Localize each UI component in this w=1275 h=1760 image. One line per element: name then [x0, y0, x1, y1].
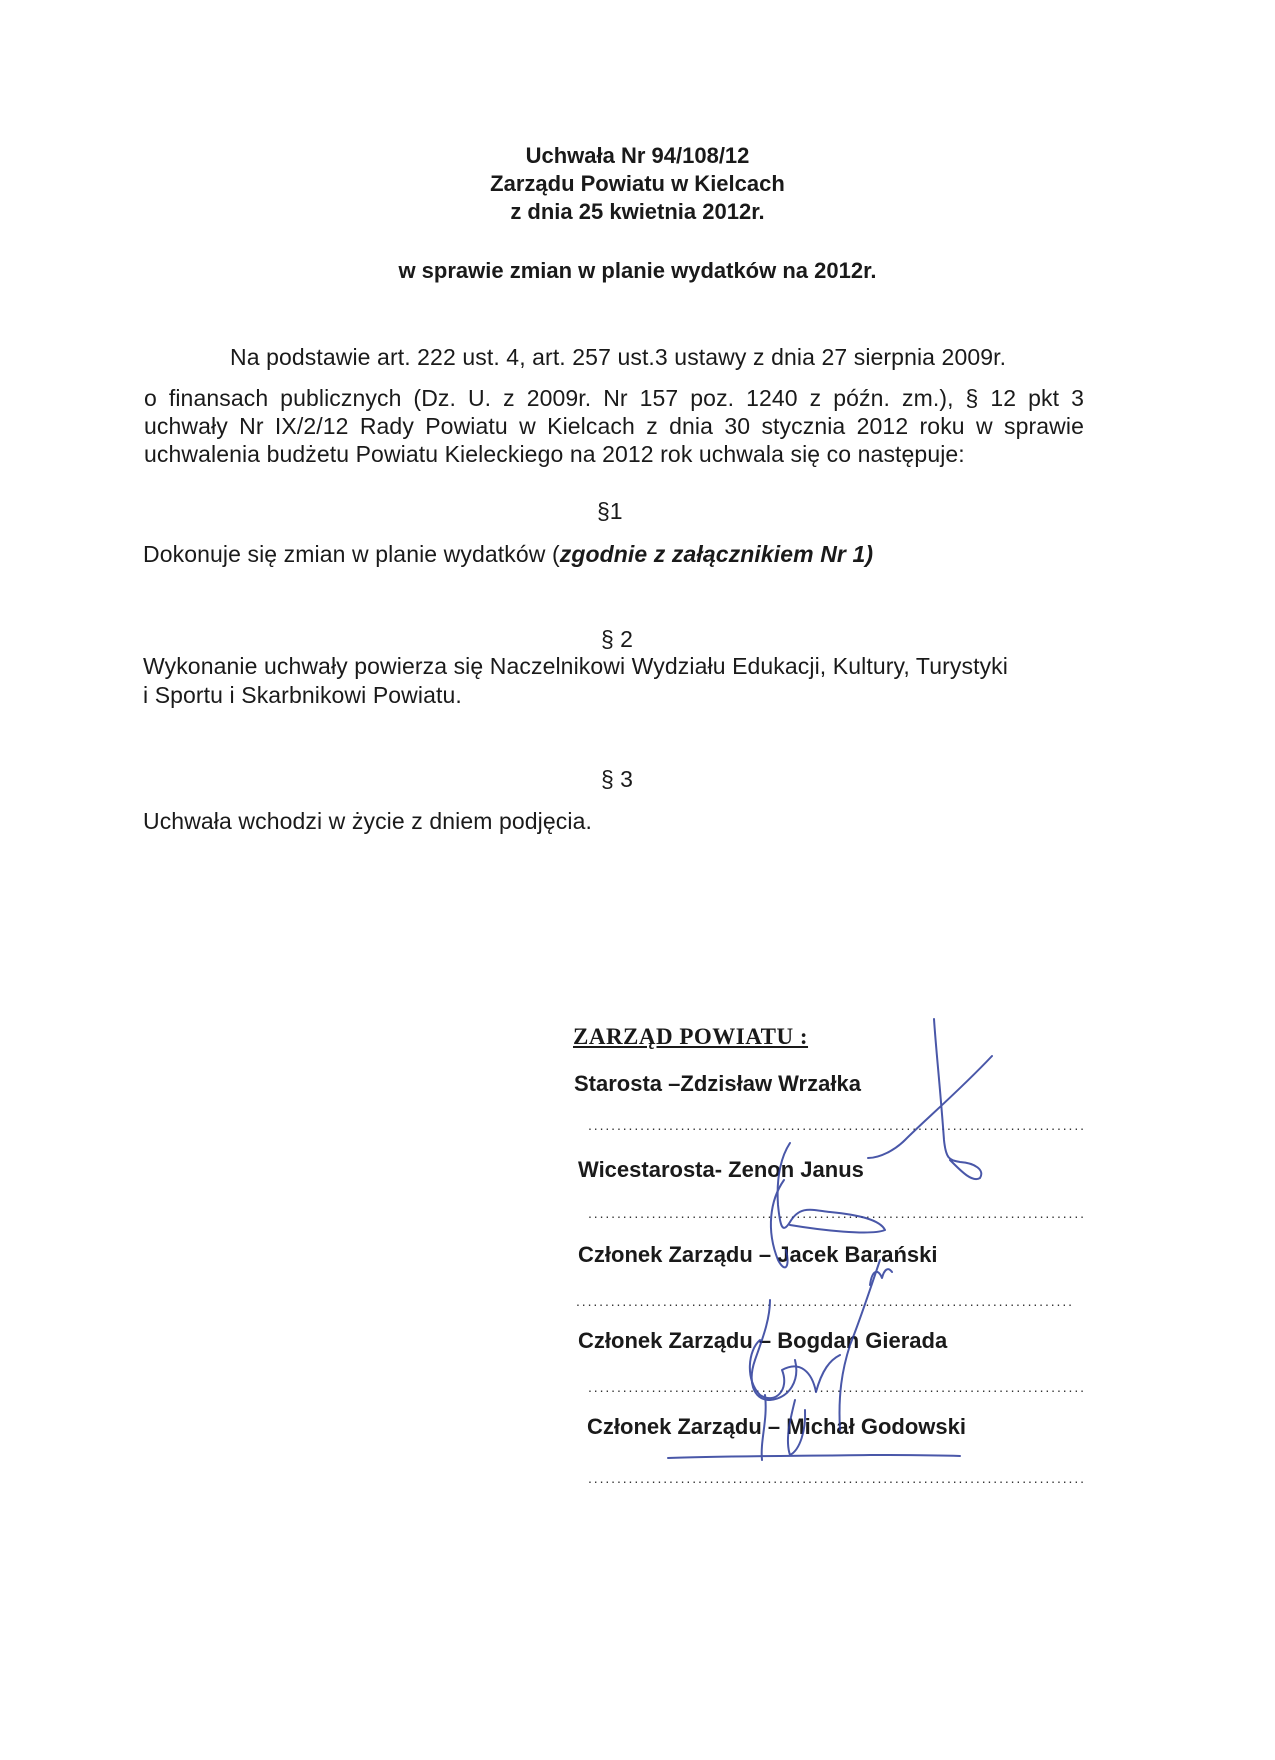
- preamble-line-1: Na podstawie art. 222 ust. 4, art. 257 ust.3 ustawy z dnia 27 sierpnia 2009r.: [230, 344, 1007, 370]
- signature-starosta-stroke: [868, 1056, 992, 1158]
- member-board-2: Członek Zarządu – Bogdan Gierada: [578, 1328, 948, 1353]
- section-1-text: [143, 540, 873, 568]
- issuing-body: Zarządu Powiatu w Kielcach: [490, 171, 785, 196]
- section-1-attachment-reference: zgodnie z załącznikiem Nr 1): [559, 541, 874, 567]
- section-1-text-prefix: Dokonuje się zmian w planie wydatków (: [143, 541, 560, 567]
- section-2-line-1: Wykonanie uchwały powierza się Naczelnikowi Wydziału Edukacji, Kultury, Turystyki: [143, 653, 1008, 679]
- preamble-line-3: uchwały Nr IX/2/12 Rady Powiatu w Kielcach z dnia 30 stycznia 2012 roku w sprawie: [144, 413, 1084, 439]
- resolution-number: Uchwała Nr 94/108/12: [525, 143, 750, 168]
- signature-line-4: ......................................................................................: [588, 1379, 1086, 1395]
- member-board-1: Członek Zarządu – Jacek Barański: [578, 1242, 938, 1267]
- section-1-number: §1: [597, 498, 623, 524]
- section-2-number: § 2: [601, 626, 633, 652]
- section-2-line-2: i Sportu i Skarbnikowi Powiatu.: [143, 682, 462, 708]
- member-starosta: Starosta –Zdzisław Wrzałka: [574, 1071, 861, 1096]
- signature-line-1: ......................................................................................: [588, 1117, 1086, 1133]
- resolution-date: z dnia 25 kwietnia 2012r.: [510, 199, 765, 224]
- signature-line-3: ......................................................................................: [576, 1293, 1074, 1309]
- resolution-subject: w sprawie zmian w planie wydatków na 2012r.: [398, 258, 877, 283]
- member-wicestarosta: Wicestarosta- Zenon Janus: [578, 1157, 864, 1182]
- signature-starosta: [934, 1019, 981, 1179]
- board-title: ZARZĄD POWIATU :: [573, 1024, 809, 1049]
- signature-member-1-flourish: [870, 1269, 892, 1285]
- section-3-number: § 3: [601, 766, 633, 792]
- signature-line-5: ......................................................................................: [588, 1470, 1086, 1486]
- signature-member-3: [668, 1455, 960, 1458]
- member-board-3: Członek Zarządu – Michał Godowski: [587, 1414, 966, 1439]
- preamble-line-4: uchwalenia budżetu Powiatu Kieleckiego na 2012 rok uchwala się co następuje:: [144, 441, 965, 467]
- section-3-text: Uchwała wchodzi w życie z dniem podjęcia.: [143, 808, 592, 834]
- signature-line-2: ......................................................................................: [588, 1205, 1086, 1221]
- preamble-line-2: o finansach publicznych (Dz. U. z 2009r. Nr 157 poz. 1240 z późn. zm.), § 12 pkt 3: [144, 385, 1084, 411]
